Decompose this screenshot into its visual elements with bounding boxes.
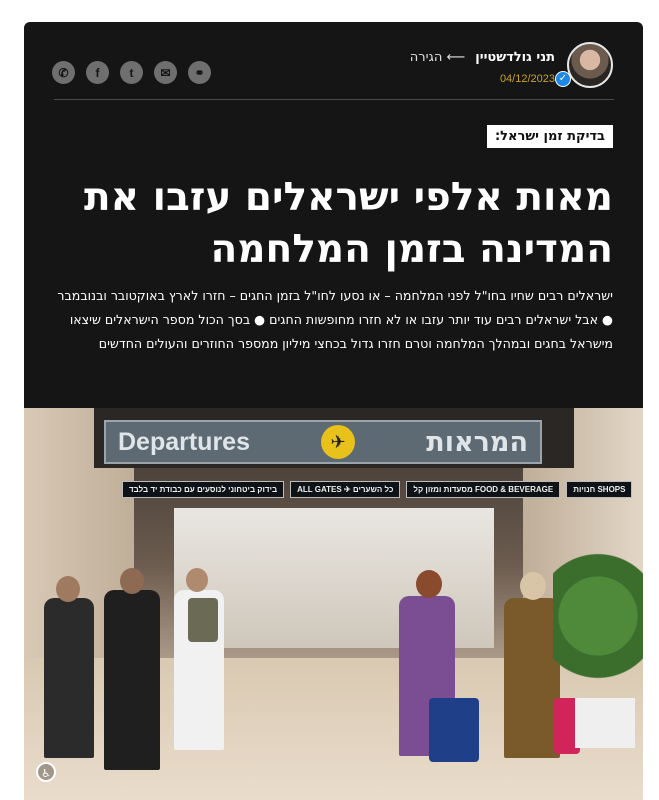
departures-sign: [104, 420, 542, 464]
share-buttons: [52, 61, 211, 84]
header-divider: [54, 99, 614, 100]
byline: [410, 50, 555, 65]
article-headline: מאות אלפי ישראלים עזבו את המדינה בזמן המלחמה: [83, 175, 613, 272]
airplane-icon: ✈: [343, 485, 351, 494]
traveler-head: [56, 576, 80, 602]
traveler-head: [120, 568, 144, 594]
author-avatar[interactable]: [567, 42, 613, 88]
security-sign: בידוק ביטחוני לנוסעים עם כבודת יד בלבד: [122, 481, 284, 498]
email-icon[interactable]: ✉: [154, 61, 177, 84]
food-sign: מסעדות ומזון קל FOOD & BEVERAGE: [406, 481, 560, 498]
verified-icon: ✓: [555, 71, 571, 87]
all-gates-sign: [290, 481, 400, 498]
traveler-head: [416, 570, 442, 598]
publish-date: 04/12/2023: [499, 73, 555, 85]
backpack: [188, 598, 218, 642]
kicker-label: בדיקת זמן ישראל:: [487, 125, 613, 148]
shops-sign: חנויות SHOPS: [566, 481, 632, 498]
traveler-head: [520, 572, 546, 600]
suitcase: [429, 698, 479, 762]
article-photo: [24, 408, 643, 800]
all-gates-label: ALL GATES: [297, 485, 342, 494]
accessibility-icon[interactable]: ♿: [36, 762, 56, 782]
section-label: הגירה: [409, 50, 443, 65]
directional-signs: [122, 481, 632, 498]
traveler-head: [186, 568, 208, 592]
potted-plant: [553, 548, 643, 718]
article-header-bar: [24, 22, 643, 100]
gates-hebrew-label: כל השערים: [352, 485, 394, 494]
traveler: [504, 598, 560, 758]
article-subhead: ישראלים רבים שחיו בחו"ל לפני המלחמה – או נסעו לחו"ל בזמן החגים – חזרו לארץ באוקטובר ובנובמבר ● אבל ישראלים רבים עוד יותר עזבו או לא חזרו מחופשות החגים ● בסך הכול מספר הישראלים שיצאו מישראל בחגים ובמהלך המלחמה וטרם חזרו גדול בכחצי מיליון ממספר החוזרים והעולים החדשים: [57, 288, 613, 351]
twitter-icon[interactable]: t: [120, 61, 143, 84]
traveler: [104, 590, 160, 770]
plant-pot: [575, 698, 635, 748]
departures-sign-english: Departures: [118, 427, 250, 456]
traveler: [44, 598, 94, 758]
facebook-icon[interactable]: f: [86, 61, 109, 84]
article-card: [24, 22, 643, 800]
departures-sign-hebrew: המראות: [426, 426, 528, 458]
section-link[interactable]: [410, 50, 465, 65]
airplane-icon: ✈: [321, 425, 355, 459]
arrow-icon: ⟵: [446, 50, 466, 65]
link-icon[interactable]: ⚭: [188, 61, 211, 84]
author-name[interactable]: תני גולדשטיין: [475, 50, 555, 65]
whatsapp-icon[interactable]: ✆: [52, 61, 75, 84]
